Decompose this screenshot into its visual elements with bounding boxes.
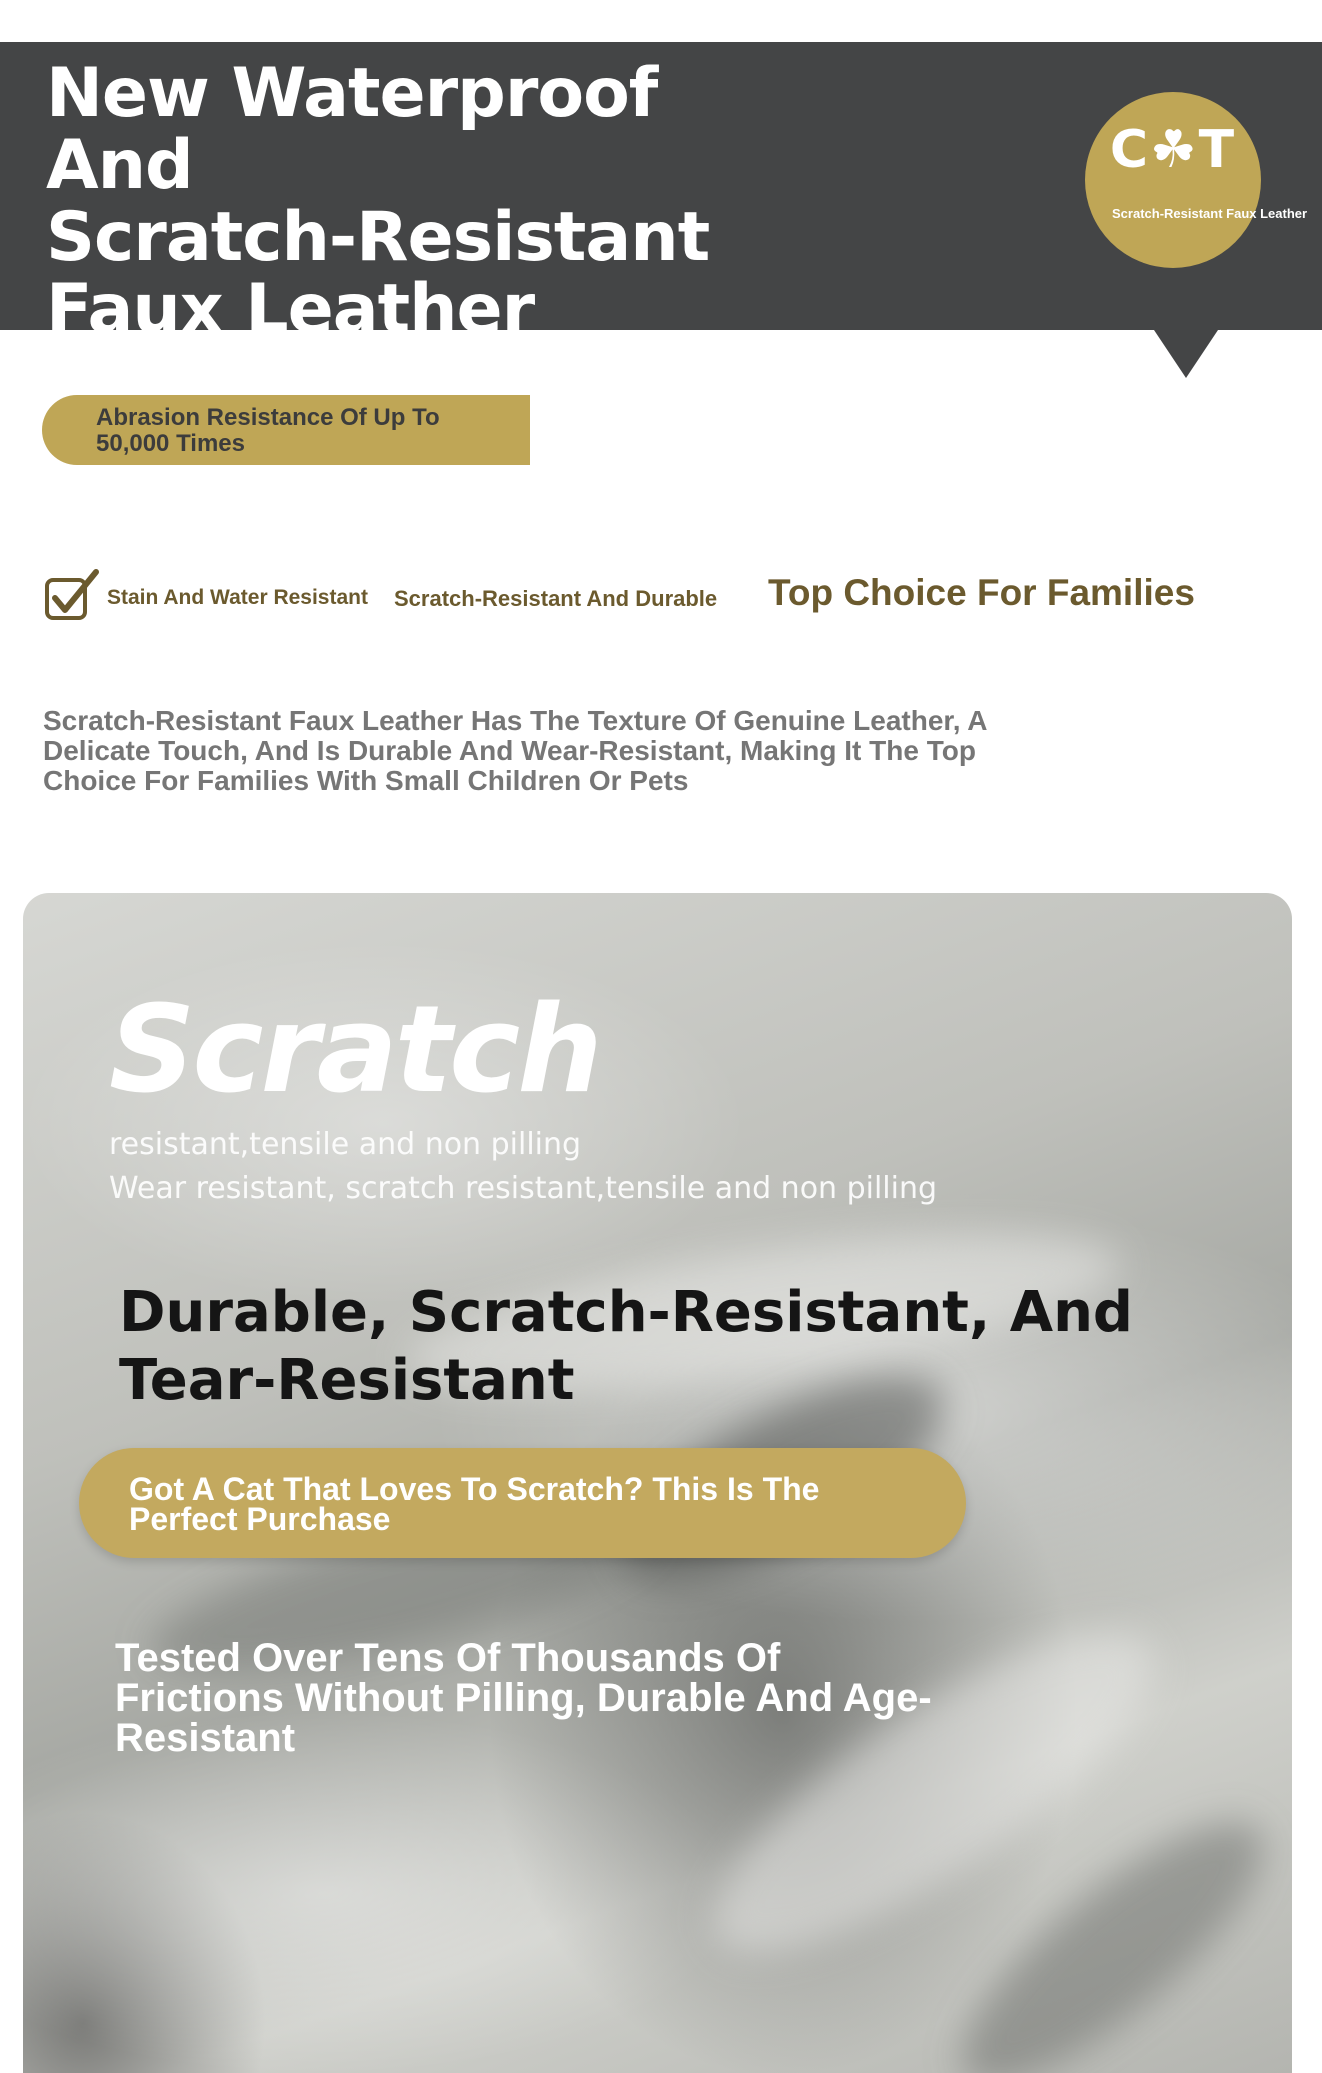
title-line-2: Scratch-Resistant <box>46 198 710 277</box>
product-description: Scratch-Resistant Faux Leather Has The Texture Of Genuine Leather, A Delicate Touch, And Is Durable And Wear-Resistant, Making It The Top Choice For Families With Small Children Or Pets <box>43 705 987 796</box>
checkbox-check-icon <box>44 568 100 622</box>
abrasion-pill <box>42 395 530 465</box>
badge-caption: Scratch-Resistant Faux Leather <box>1112 206 1308 221</box>
leather-photo <box>23 893 1292 2073</box>
tested-claim: Tested Over Tens Of Thousands Of Frictions Without Pilling, Durable And Age-Resistant <box>115 1636 932 1760</box>
brand-badge <box>1085 92 1261 268</box>
cat-promo-text: Got A Cat That Loves To Scratch? This Is The Perfect Purchase <box>129 1471 820 1537</box>
scratch-heading: Scratch <box>109 981 600 1120</box>
cat-logo: C☘T <box>1109 120 1237 180</box>
durable-headline <box>119 1279 1219 1415</box>
title-line-1: New Waterproof And <box>46 54 658 205</box>
feature-scratch-durable: Scratch-Resistant And Durable <box>394 586 718 611</box>
title-line-3: Faux Leather <box>46 270 535 349</box>
banner-pointer <box>1154 330 1218 378</box>
page-title <box>46 54 806 349</box>
scratch-subtitle-2: Wear resistant, scratch resistant,tensile and non pilling <box>109 1171 938 1206</box>
cat-promo-pill <box>79 1448 966 1558</box>
feature-top-choice: Top Choice For Families <box>768 572 1195 613</box>
abrasion-text: Abrasion Resistance Of Up To 50,000 Times <box>96 404 440 457</box>
feature-stain-water: Stain And Water Resistant <box>107 586 368 609</box>
durable-line-1: Durable, Scratch-Resistant, And <box>119 1280 1134 1345</box>
scratch-subtitle-1: resistant,tensile and non pilling <box>109 1127 582 1162</box>
durable-line-2: Tear-Resistant <box>119 1348 575 1413</box>
